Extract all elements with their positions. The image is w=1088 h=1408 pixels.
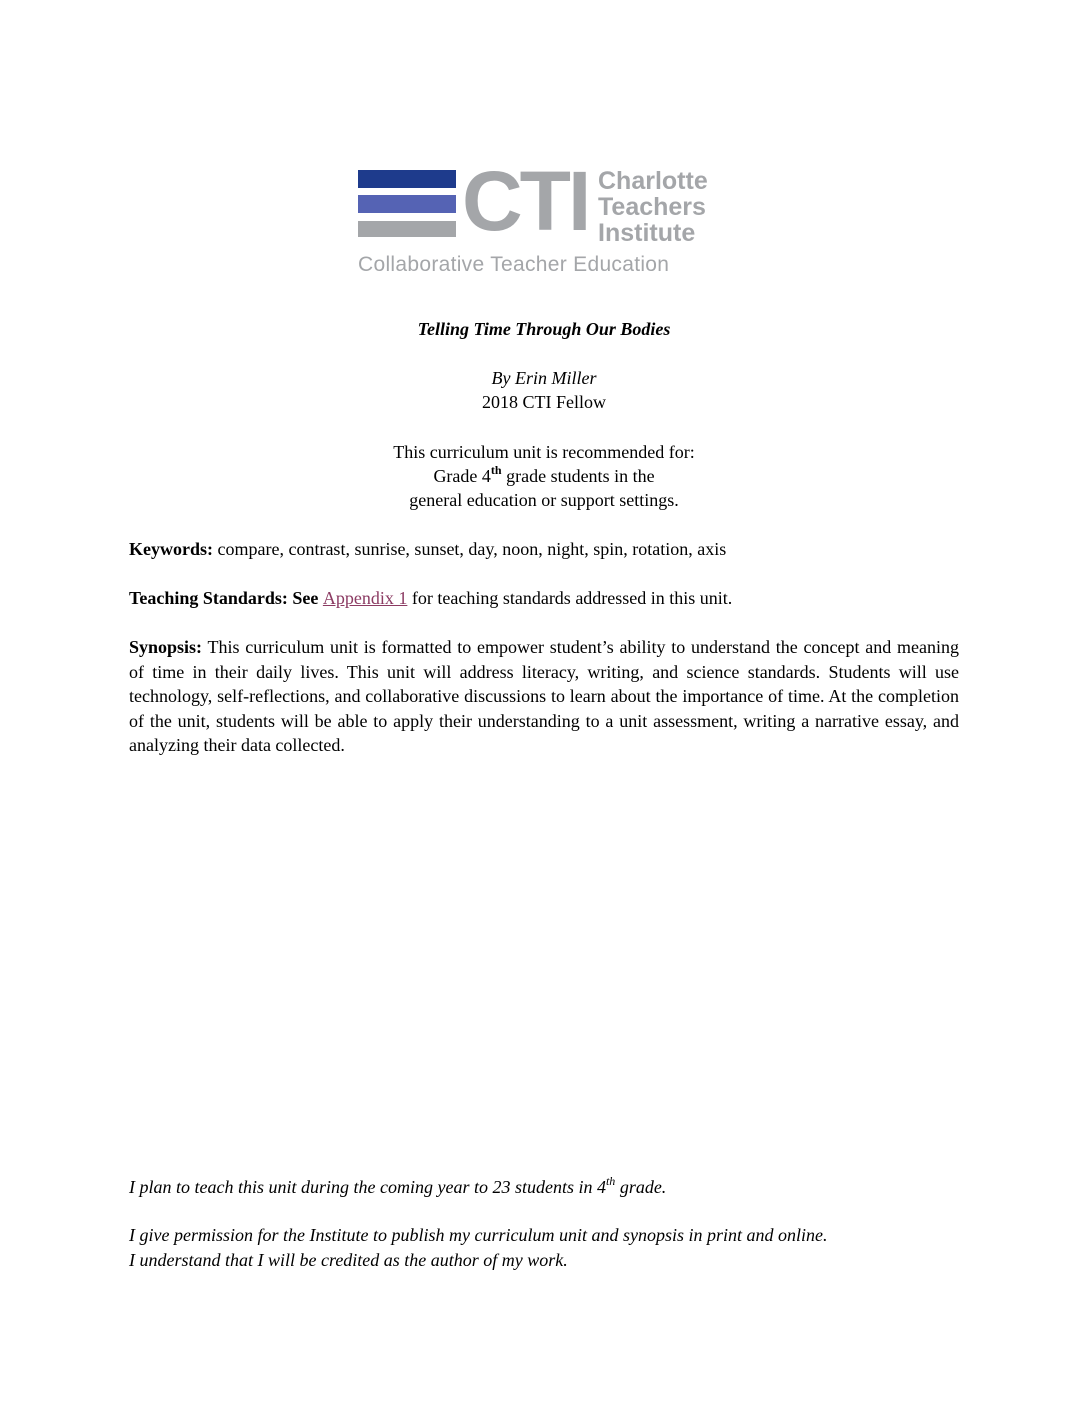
synopsis-text: This curriculum unit is formatted to empower student’s ability to understand the concept and meaning of time in their daily lives. This unit will address literacy, writing, and science standards. Students will use technology, self-reflections, and collaborative discussions to learn about the importance of time. At the completion of the unit, students will be able to apply their understanding to a unit assessment, writing a narrative essay, and analyzing their data collected. <box>129 637 959 755</box>
logo-name-line: Teachers <box>598 193 706 221</box>
logo-tagline: Collaborative Teacher Education <box>358 253 670 276</box>
plan-text-rest: grade. <box>615 1177 667 1197</box>
logo-institute-name <box>598 168 708 246</box>
cti-logo <box>358 154 738 280</box>
document-title: Telling Time Through Our Bodies <box>417 319 671 339</box>
appendix-link[interactable]: Appendix 1 <box>322 588 408 608</box>
recommendation-line: This curriculum unit is recommended for: <box>393 442 695 462</box>
permission-line: I understand that I will be credited as the author of my work. <box>129 1249 568 1270</box>
logo-name-line: Institute <box>598 219 696 247</box>
synopsis-label: Synopsis: <box>129 637 203 657</box>
author-line: By Erin Miller <box>491 368 597 388</box>
recommendation-line: general education or support settings. <box>409 490 679 510</box>
logo-letters: CTI <box>462 154 589 248</box>
keywords-text: compare, contrast, sunrise, sunset, day, noon, night, spin, rotation, axis <box>213 539 727 559</box>
logo-bar-gray <box>358 221 456 237</box>
permission-statement <box>129 1223 959 1272</box>
fellow-line: 2018 CTI Fellow <box>482 392 606 412</box>
plan-ordinal: th <box>605 1174 616 1188</box>
standards-text: for teaching standards addressed in this unit. <box>407 588 733 608</box>
plan-text: I plan to teach this unit during the coming year to 23 students in 4 <box>129 1177 606 1197</box>
standards-paragraph <box>129 586 959 611</box>
recommendation-block <box>0 440 1088 512</box>
synopsis-paragraph <box>129 635 959 758</box>
keywords-paragraph <box>129 537 959 562</box>
grade-text-rest: grade students in the <box>501 466 655 486</box>
grade-ordinal: th <box>490 463 502 477</box>
standards-label: Teaching Standards: See <box>129 588 323 608</box>
plan-statement <box>129 1175 959 1200</box>
logo-bar-dark-blue <box>358 170 456 188</box>
permission-line: I give permission for the Institute to publish my curriculum unit and synopsis in print and online. <box>129 1225 828 1245</box>
logo-bar-mid-blue <box>358 195 456 213</box>
keywords-label: Keywords: <box>129 539 213 559</box>
logo-name-line: Charlotte <box>598 167 708 195</box>
grade-text: Grade 4 <box>433 466 491 486</box>
recommendation-grade-line <box>0 464 1088 488</box>
